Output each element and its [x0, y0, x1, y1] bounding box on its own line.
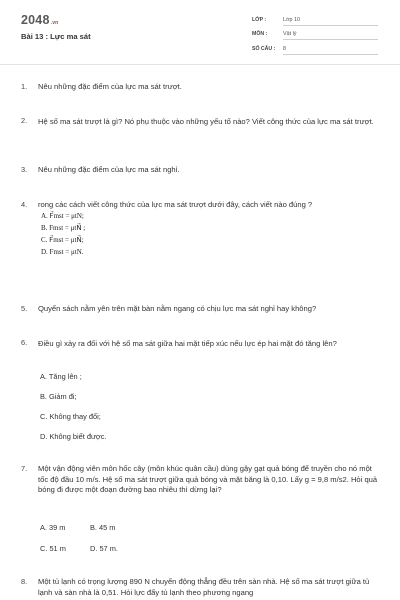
question-number: 6.	[21, 338, 28, 347]
class-label: LỚP :	[252, 17, 267, 23]
question-text: Điều gì xảy ra đối với hệ số ma sát giữa hai mặt tiếp xúc nếu lực ép hai mặt đó tăng lên?	[38, 339, 337, 348]
class-value: Lớp 10	[283, 17, 378, 26]
question-count-label: SỐ CÂU :	[252, 46, 276, 52]
formula-option-b[interactable]: B. Fmst = μtN⃗ ;	[41, 224, 86, 232]
question-6	[21, 338, 377, 349]
header-divider	[0, 64, 400, 65]
question-number: 3.	[21, 165, 28, 174]
question-4	[21, 200, 383, 211]
formula-option-c[interactable]: C. F⃗mst = μtN⃗;	[41, 236, 84, 244]
subject-label: MÔN :	[252, 31, 268, 37]
question-text: rong các cách viết công thức của lực ma sát trượt dưới đây, cách viết nào đúng ?	[38, 200, 313, 209]
question-5	[21, 304, 383, 315]
question-count-value: 8	[283, 46, 378, 55]
logo-sub: .vn	[50, 20, 59, 26]
option-b[interactable]: B. Giảm đi;	[40, 392, 77, 401]
worksheet-header	[0, 0, 400, 62]
question-number: 8.	[21, 577, 28, 586]
question-8	[21, 577, 383, 598]
subject-value: Vật lý	[283, 31, 378, 40]
question-1	[21, 82, 383, 93]
option-d[interactable]: D. 57 m.	[90, 544, 118, 553]
option-c[interactable]: C. Không thay đổi;	[40, 412, 101, 421]
question-number: 7.	[21, 464, 28, 473]
question-7	[21, 464, 383, 496]
option-a[interactable]: A. 39 m	[40, 523, 66, 532]
option-d[interactable]: D. Không biết được.	[40, 432, 107, 441]
question-text: Quyển sách nằm yên trên mặt bàn nằm ngang có chịu lực ma sát nghỉ hay không?	[38, 304, 317, 313]
question-number: 5.	[21, 304, 28, 313]
question-text: Nêu những đặc điểm của lực ma sát trượt.	[38, 82, 182, 91]
question-text: Một tủ lạnh có trọng lượng 890 N chuyển động thẳng đều trên sàn nhà. Hệ số ma sát trượt giữa tủ lạnh và sàn nhà là 0,51. Hỏi lực đẩy tủ lạnh theo phương ngang	[38, 577, 370, 597]
document-title: Bài 13 : Lực ma sát	[21, 32, 91, 41]
site-logo[interactable]	[21, 13, 58, 27]
logo-main: 2048	[21, 13, 50, 27]
formula-option-a[interactable]: A. F⃗mst = μtN;	[41, 212, 84, 220]
option-a[interactable]: A. Tăng lên ;	[40, 372, 82, 381]
question-number: 1.	[21, 82, 28, 91]
question-number: 2.	[21, 116, 28, 125]
option-b[interactable]: B. 45 m	[90, 523, 116, 532]
question-2	[21, 116, 381, 127]
question-number: 4.	[21, 200, 28, 209]
option-c[interactable]: C. 51 m	[40, 544, 66, 553]
question-text: Hệ số ma sát trượt là gì? Nó phụ thuộc vào những yếu tố nào? Viết công thức của lực ma sát trượt.	[38, 117, 374, 126]
formula-option-d[interactable]: D. Fmst = μtN.	[41, 248, 84, 256]
question-3	[21, 165, 383, 176]
question-text: Một vận động viên môn hốc cây (môn khúc quân cầu) dùng gậy gạt quả bóng để truyền cho nó một tốc độ đầu 10 m/s. Hệ số ma sát trượt giữa quả bóng và mặt băng là 0,10. Lấy g = 9,8 m/s2. Hỏi quả bóng đi được một đoạn đường bao nhiêu thì dừng lại?	[38, 464, 378, 494]
question-text: Nêu những đặc điểm của lực ma sát nghỉ.	[38, 165, 180, 174]
